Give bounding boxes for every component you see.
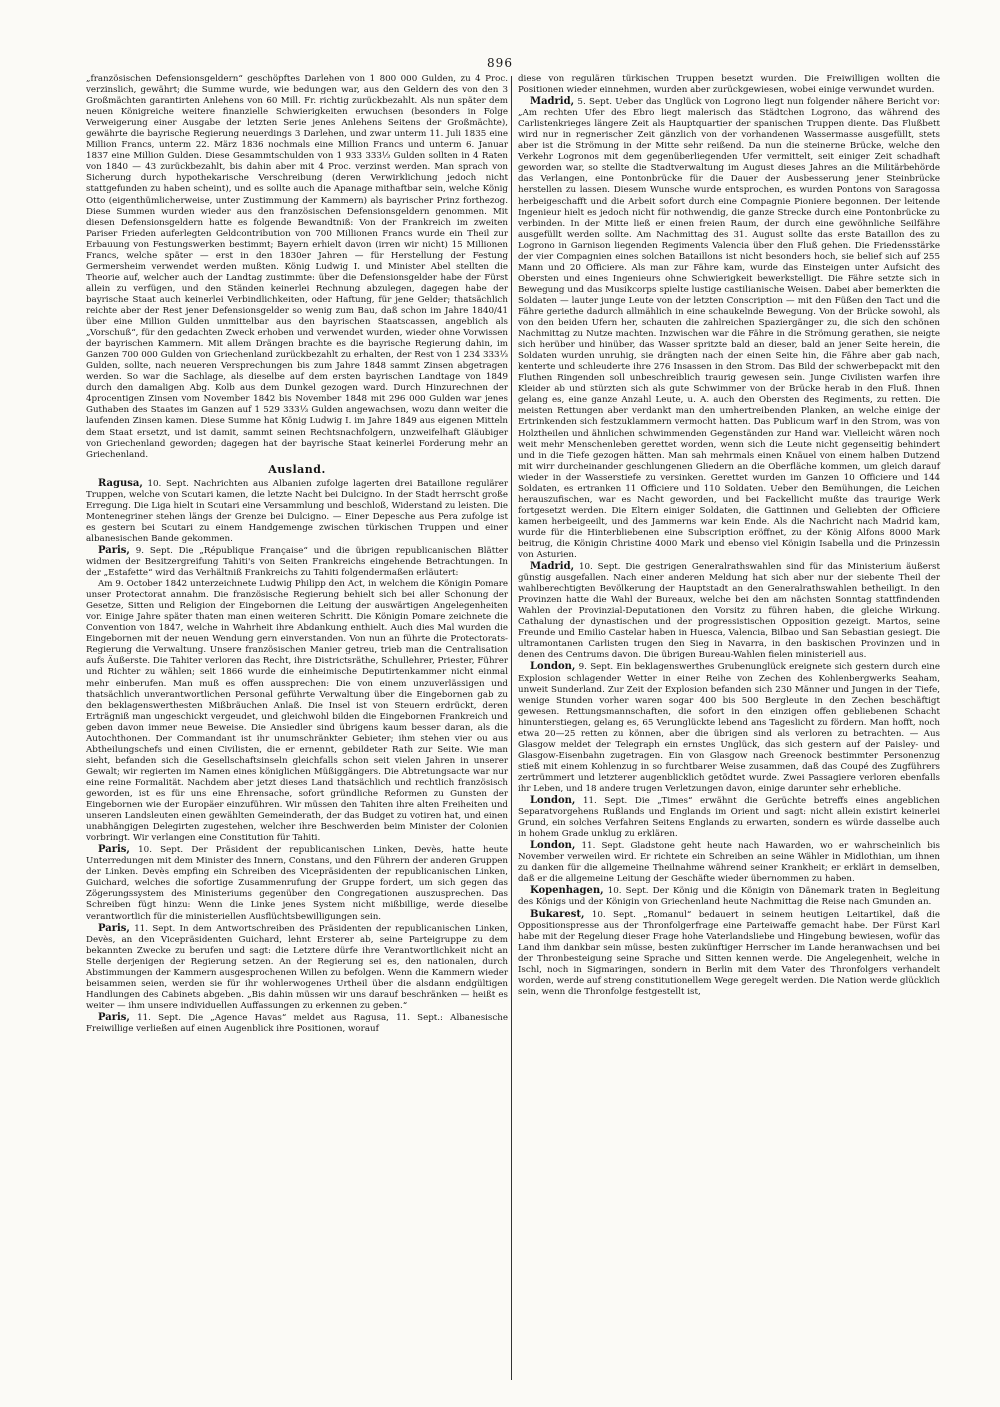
report-madrid-1 bbox=[518, 96, 940, 561]
right-column bbox=[518, 74, 940, 998]
report-madrid-2 bbox=[518, 561, 940, 661]
report-quote: Am 9. October 1842 unterzeichnete Ludwig Philipp den Act, in welchem die Königin Pomare unser Protectorat annahm. Die französische Regierung behielt sich bei aller Schonung der Gesetze, Sitten und Religion der Eingebornen die Leitung der auswärtigen Angelegenheiten vor. Einige Jahre später thaten man einen weiteren Schritt. Die Königin Pomare zeichnete die Convention von 1847, welche in Wahrheit ihre Abdankung enthielt. Auch dies Mal wurden die Eingebornen mit der neuen Wendung gern einverstanden. Von nun an führte die Protectorats-Regierung die Verwaltung. Unsere französischen Manier getreu, trieb man die Centralisation aufs Äußerste. Die Tahiter verloren das Recht, ihre Districtsräthe, Schullehrer, Priester, Führer und Richter zu wählen; seit 1866 wurde die einheimische Deputirtenkammer nicht einmal mehr einberufen. Man muß es offen aussprechen: Die von einem unzuverlässigen und thatsächlich unverantwortlichen Personal geführte Verwaltung über die Eingebornen gab zu den beklagenswerthesten Mißbräuchen Anlaß. Die Insel ist von Steuern erdrückt, deren Erträgniß man ungeschickt vergeudet, und gleichwohl bilden die Eingebornen Frankreich und geben davon immer neue Beweise. Die Ansiedler sind übrigens kaum besser daran, als die Autochthonen. Der Commandant ist ihr unumschränkter Gebieter; ihm stehen vier ou aus Abtheilungschefs und einen Civilisten, die er ernennt, gebildeter Rath zur Seite. Wie man sieht, befanden sich die Gesellschaftsinseln gleichfalls schon seit vielen Jahren in unserer Gewalt; wir regierten im Namen eines königlichen Müßiggängers. Die Abtretungsacte war nur eine reine Formalität. Nachdem aber jetzt dieses Land thatsächlich und rechtlich französisch geworden, ist es für uns eine Ehrensache, sofort gründliche Reformen zu Gunsten der Eingebornen wie der Europäer einzuführen. Wir müssen den Tahiten ihre alten Freiheiten und unseren Landsleuten einen gewählten Gemeinderath, der das Budget zu votiren hat, und einen unabhängigen Delegirten zugestehen, welcher ihre Beschwerden beim Minister der Colonien vorbringt. Wir verlangen eine Constitution für Tahiti. bbox=[86, 579, 508, 844]
dateline-place: Ragusa, bbox=[98, 477, 143, 489]
column-divider bbox=[511, 76, 512, 1380]
report-continuation: diese von regulären türkischen Truppen besetzt wurden. Die Freiwilligen wollten die Positionen wieder einnehmen, wurden aber zurückgewiesen, wobei einige verwundet wurden. bbox=[518, 74, 940, 96]
dateline-place: Bukarest, bbox=[530, 908, 585, 920]
dateline-place: Kopenhagen, bbox=[530, 885, 604, 897]
report-text: 11. Sept. Die „Times“ erwähnt die Gerüchte betreffs eines angeblichen Separatvorgehens Rußlands und Englands im Orient und sagt: nicht allein existirt keinerlei Grund, ein solches Verfahren Seitens Englands zu erwarten, sondern es würde dasselbe auch in hohem Grade unklug zu erklären. bbox=[518, 796, 940, 840]
report-bukarest bbox=[518, 909, 940, 998]
dateline-place: Paris, bbox=[98, 844, 130, 856]
report-text: 11. Sept. In dem Antwortschreiben des Präsidenten der republicanischen Linken, Devès, an den Vicepräsidenten Guichard, lehnt Ersterer ab, seine Parteigruppe zu dem bekannten Zwecke zu berufen und sagt: die Letztere dürfe ihre Verantwortlichkeit nicht an Stelle derjenigen der Regierung setzen. An der Regierung sei es, den nationalen, durch Abstimmungen der Kammern ausgesprochenen Willen zu befolgen. Wenn die Kammern wieder beisammen seien, werden sie für ihr wohlerwogenes Urtheil über die alsdann endgültigen Handlungen des Cabinets abgeben. „Bis dahin müssen wir uns darauf beschränken — heißt es weiter — ihm unsere individuellen Auffassungen zu erkennen zu geben.“ bbox=[86, 923, 508, 1011]
section-heading-ausland: Ausland. bbox=[268, 462, 326, 476]
dateline-place: London, bbox=[530, 795, 576, 807]
report-paris-1 bbox=[86, 545, 508, 579]
report-kopenhagen bbox=[518, 885, 940, 908]
dateline-place: Madrid, bbox=[530, 561, 575, 573]
article-paragraph: „französischen Defensionsgeldern“ geschöpftes Darlehen von 1 800 000 Gulden, zu 4 Proc. verzinslich, gewährt; die Summe wurde, wie bedungen war, aus den Geldern des von den 3 Großmächten garantirten Anlehens von 60 Mill. Fr. richtig zurückbezahlt. Als nun später dem neuen Königreiche weitere finanzielle Schwierigkeiten erwuchsen (besonders in Folge Verweigerung einer Ausgabe der letzten Serie jenes Anlehens Seitens der Großmächte), gewährte die bayrische Regierung neuerdings 3 Darlehen, und zwar unterm 11. Juli 1835 eine Million Francs, unterm 22. März 1836 nochmals eine Million Francs und unterm 6. Januar 1837 eine Million Gulden. Diese Gesammtschulden von 1 933 333⅓ Gulden sollten in 4 Raten von 1840 — 43 zurückbezahlt, bis dahin aber mit 4 Proc. verzinst werden. Man sprach von Sicherung durch hypothekarische Verschreibung (deren Verwirklichung jedoch nicht stattgefunden zu haben scheint), und es sollte auch die Apanage mithaftbar sein, welche König Otto (eigenthümlicherweise, unter Zustimmung der Kammern) als bayrischer Prinz forthezog. Diese Summen wurden wieder aus den französischen Defensionsgeldern genommen. Mit diesen Defensionsgeldern hatte es folgende Bewandtniß: Von der Frankreich im zweiten Pariser Frieden auferlegten Geldcontribution von 700 Millionen Francs wurde ein Theil zur Erbauung von Festungswerken bestimmt; Bayern erhielt davon (irren wir nicht) 15 Millionen Francs, welche später — erst in den 1830er Jahren — für Herstellung der Festung Germersheim verwendet werden mußten. König Ludwig I. und Minister Abel stellten die Theorie auf, welcher auch der Landtag zustimmte: über die Defensionsgelder habe der Fürst allein zu verfügen, und den Ständen keinerlei Rechnung abzulegen, dagegen habe der bayrische Staat auch keinerlei Verbindlichkeiten, oder Haftung, für jene Gelder; thatsächlich reichte aber der Rest jener Defensionsgelder so wenig zum Bau, daß schon im Jahre 1840/41 über eine Million Gulden unmittelbar aus den bayrischen Staatscassen, angeblich als „Vorschuß“, für den gedachten Zweck erhoben und verwendet wurden, wieder ohne Vorwissen der bayrischen Kammern. Mit allem Drängen brachte es die bayrische Regierung dahin, im Ganzen 700 000 Gulden von Griechenland zurückbezahlt zu erhalten, der Rest von 1 234 333⅓ Gulden, sollte, nach neueren Versprechungen bis zum Jahre 1848 sammt Zinsen abgetragen werden. So war die Sachlage, als dieselbe auf dem ersten bayrischen Landtage von 1849 durch den damaligen Abg. Kolb aus dem Dunkel gezogen ward. Durch Hinzurechnen der 4procentigen Zinsen vom November 1842 bis November 1848 mit 296 000 Gulden war jenes Guthaben des Staates im Ganzen auf 1 529 333⅓ Gulden angewachsen, wozu dann weiter die laufenden Zinsen kamen. Diese Summe hat König Ludwig I. im Jahre 1849 aus eigenen Mitteln dem Staat ersetzt, und ist damit, sammt seinen Rechtsnachfolgern, unzweifelhaft Gläubiger von Griechenland geworden; dagegen hat der bayrische Staat keinerlei Forderung mehr an Griechenland. bbox=[86, 74, 508, 460]
dateline-place: London, bbox=[530, 661, 576, 673]
report-text: 11. Sept. Die „Agence Havas“ meldet aus Ragusa, 11. Sept.: Albanesische Freiwillige verließen auf einen Augenblick ihre Positionen, worauf bbox=[86, 1012, 508, 1034]
report-paris-3 bbox=[86, 923, 508, 1012]
dateline-place: Madrid, bbox=[530, 96, 575, 108]
report-text: 10. Sept. Der Präsident der republicanischen Linken, Devès, hatte heute Unterredungen mit dem Minister des Innern, Constans, und den Führern der anderen Gruppen der Linken. Devès empfing ein Schreiben des Vicepräsidenten der republicanischen Linken, Guichard, welches die sofortige Zusammenrufung der Gruppe fordert, um sich gegen das Zögerungssystem des Ministeriums gegenüber den Congregationen auszusprechen. Das Schreiben fügt hinzu: Wenn die Linke jenes System nicht mißbillige, werde dieselbe verantwortlich für die ministeriellen Ausflüchtsbewilligungen sein. bbox=[86, 845, 508, 922]
page-number: 896 bbox=[487, 56, 513, 70]
report-text: 10. Sept. Der König und die Königin von Dänemark traten in Begleitung des Königs und der Königin von Griechenland heute Nachmittag die Reise nach Gmunden an. bbox=[518, 886, 940, 908]
report-text: 10. Sept. Nachrichten aus Albanien zufolge lagerten drei Bataillone regulärer Truppen, welche von Scutari kamen, die letzte Nacht bei Dulcigno. In der Stadt herrscht große Erregung. Die Liga hielt in Scutari eine Versammlung und beschloß, Widerstand zu leisten. Die Montenegriner stehen längs der Grenze bei Dulcigno. — Einer Depesche aus Pera zufolge ist es gestern bei Scutari zu einem Handgemenge zwischen türkischen Truppen und einer albanesischen Bande gekommen. bbox=[86, 478, 508, 544]
report-text: 9. Sept. Die „République Française“ und die übrigen republicanischen Blätter widmen der Besitzergreifung Tahiti's von Seiten Frankreichs eingehende Betrachtungen. In der „Estafette“ wird das Verhältniß Frankreichs zu Tahiti folgendermaßen erläutert: bbox=[86, 545, 508, 579]
left-column bbox=[86, 74, 508, 1035]
report-london-1 bbox=[518, 661, 940, 795]
dateline-place: London, bbox=[530, 840, 576, 852]
dateline-place: Paris, bbox=[98, 544, 130, 556]
report-text: 10. Sept. „Romanul“ bedauert in seinem heutigen Leitartikel, daß die Oppositionspresse aus der Thronfolgerfrage eine Parteiwaffe gemacht habe. Der Fürst Karl habe mit der Regelung dieser Frage hohe Vaterlandsliebe und Hingebung bewiesen, wofür das Land ihm dankbar sein müsse, besten zukünftiger Herrscher im Lande heranwachsen und bei der Thronbesteigung seine Sprache und Sitten kennen werde. Die Angelegenheit, welche in Ischl, noch in Sigmaringen, sondern in Berlin mit dem Vater des Thronfolgers verhandelt worden, werde auf streng constitutionellem Wege geregelt werden. Die Nation werde glücklich sein, wenn die Thronfolge festgestellt ist, bbox=[518, 909, 940, 997]
dateline-place: Paris, bbox=[98, 1011, 130, 1023]
report-london-3 bbox=[518, 840, 940, 885]
report-ragusa bbox=[86, 478, 508, 545]
report-text: 9. Sept. Ein beklagenswerthes Grubenunglück ereignete sich gestern durch eine Explosion schlagender Wetter in einer Reihe von Zechen des Kohlenbergwerks Seaham, unweit Sunderland. Zur Zeit der Explosion befanden sich 230 Männer und Jungen in der Tiefe, wenige Stunden vorher waren sogar 400 bis 500 Bergleute in den Zechen beschäftigt gewesen. Rettungsmannschaften, die sofort in den einzigen offen gebliebenen Schacht hinunterstiegen, gelang es, 65 Verunglückte lebend ans Tageslicht zu fördern. Man hofft, noch etwa 20—25 retten zu können, aber die übrigen sind als verloren zu betrachten. — Aus Glasgow meldet der Telegraph ein ernstes Unglück, das sich gestern auf der Paisley- und Glasgow-Eisenbahn zugetragen. Ein von Glasgow nach Greenock bestimmter Personenzug stieß mit einem Kohlenzug in so furchtbarer Weise zusammen, daß das Coupé des Zugführers zertrümmert und letzterer augenblicklich getödtet wurde. Zwei Passagiere verloren ebenfalls ihr Leben, und 18 andere trugen Verletzungen davon, einige darunter sehr erhebliche. bbox=[518, 662, 940, 794]
dateline-place: Paris, bbox=[98, 922, 130, 934]
report-text: 10. Sept. Die gestrigen Generalrathswahlen sind für das Ministerium äußerst günstig ausgefallen. Nach einer anderen Meldung hat sich aber nur der siebente Theil der wahlberechtigten Bevölkerung der Hauptstadt an den Generalrathswahlen betheiligt. In den Provinzen hatte die Wahl der Bureaux, welche bei den am nächsten Sonntag stattfindenden Wahlen der Provinzial-Deputationen den Vorsitz zu führen haben, die gleiche Wirkung. Cathalung der dynastischen und der progressistischen Opposition gezeigt. Martos, seine Freunde und Emilio Castelar haben in Huesca, Valencia, Bilbao und San Sebastian gesiegt. Die ultramontanen Carlisten trugen den Sieg in Navarra, in den baskischen Provinzen und in denen des Centrums davon. Die übrigen Bureau-Wahlen fielen ministeriell aus. bbox=[518, 562, 940, 661]
report-london-2 bbox=[518, 795, 940, 840]
report-text: 11. Sept. Gladstone geht heute nach Hawarden, wo er wahrscheinlich bis November verweilen wird. Er richtete ein Schreiben an seine Wähler in Midlothian, um ihnen zu danken für die allgemeine Theilnahme während seiner Krankheit; er erklärt in demselben, daß er die allgemeine Leitung der Geschäfte wieder übernommen zu haben. bbox=[518, 841, 940, 885]
report-text: 5. Sept. Ueber das Unglück von Logrono liegt nun folgender nähere Bericht vor: „Am rechten Ufer des Ebro liegt malerisch das Städtchen Logrono, das während des Carlistenkrieges längere Zeit als Hauptquartier der spanischen Truppen diente. Das Flußbett wird nur in regnerischer Zeit gänzlich von der vorhandenen Wassermasse ausgefüllt, stets aber ist die Strömung in der Mitte sehr reißend. Da nun die steinerne Brücke, welche den Verkehr Logronos mit dem gegenüberliegenden Ufer vermittelt, seit einiger Zeit schadhaft geworden war, so stellte die Stadtverwaltung im August dieses Jahres an die Militärbehörde das Verlangen, eine Pontonbrücke für die Dauer der Ausbesserung jener Steinbrücke herstellen zu lassen. Diesem Wunsche wurde entsprochen, es wurden Pontons von Saragossa herbeigeschafft und die Arbeit sofort durch eine Compagnie Pioniere begonnen. Der leitende Ingenieur hielt es jedoch nicht für nothwendig, die ganze Strecke durch eine Pontonbrücke zu verbinden. In der Mitte ließ er einen freien Raum, der durch eine gewöhnliche Seilfähre ausgefüllt werden sollte. Am Nachmittag des 31. August sollte das erste Bataillon des zu Logrono in Garnison liegenden Regiments Valencia über den Fluß gehen. Die Friedensstärke der vier Compagnien eines solchen Bataillons ist nicht besonders hoch, sie belief sich auf 255 Mann und 20 Officiere. Als man zur Fähre kam, wurde das Einsteigen unter Aufsicht des Obersten und eines Ingenieurs ohne Schwierigkeit bewerkstelligt. Die Fähre setzte sich in Bewegung und das Musikcorps spielte lustige castilianische Weisen. Dabei aber bemerkten die Soldaten — lauter junge Leute von der letzten Conscription — mit den Füßen den Tact und die Fähre geriethe dadurch allmählich in eine schaukelnde Bewegung. Von der Brücke sowohl, als von den beiden Ufern her, schauten die zahlreichen Spaziergänger zu, die sich den schönen Nachmittag zu Nutze machten. Inzwischen war die Fähre in die Strömung gerathen, sie neigte sich herüber und hinüber, das Wasser spritzte bald an dieser, bald an jener Seite herein, die Soldaten wurden unruhig, sie drängten nach der einen Seite hin, die Fähre aber gab nach, kenterte und schleuderte ihre 276 Insassen in den Strom. Das Bild der schwerbepackt mit den Fluthen Ringenden soll unbeschreiblich traurig gewesen sein. Junge Civilisten warfen ihre Kleider ab und stürzten sich als gute Schwimmer von der Brücke herab in den Fluß. Ihnen gelang es, eine ganze Anzahl Leute, u. A. auch den Obersten des Regiments, zu retten. Die meisten Rettungen aber verdankt man den umhertreibenden Planken, an welche einige der Ertrinkenden sich festzuklammern vermocht hatten. Das Publicum warf in den Strom, was von Holztheilen und ähnlichen schwimmenden Gegenständen zur Hand war. Vielleicht wären noch weit mehr Menschenleben gerettet worden, wenn sich die Leute nicht gegenseitig behindert und in die Tiefe gezogen hätten. Man sah mehrmals einen Knäuel von einem halben Dutzend mit wirr durcheinander geschlungenen Gliedern an die Oberfläche kommen, um gleich darauf wieder in der Wasserstiefe zu versinken. Gerettet wurden im Ganzen 10 Officiere und 144 Soldaten, es ertranken 11 Officiere und 110 Soldaten. Ueber den Bemühungen, die Leichen herauszufischen, war es Nacht geworden, und bei Fackellicht mußte das traurige Werk fortgesetzt werden. Die Eltern einiger Soldaten, die Gattinnen und Geliebten der Officiere kamen herbeigeeilt, und des Jammerns war kein Ende. Als die Nachricht nach Madrid kam, wurde für die Hinterbliebenen eine Subscription eröffnet, zu der König Alfons 8000 Mark beitrug, die Königin Christine 4000 Mark und ebenso viel Königin Isabella und die Prinzessin von Asturien. bbox=[518, 97, 940, 561]
report-paris-2 bbox=[86, 844, 508, 922]
report-paris-4 bbox=[86, 1012, 508, 1035]
